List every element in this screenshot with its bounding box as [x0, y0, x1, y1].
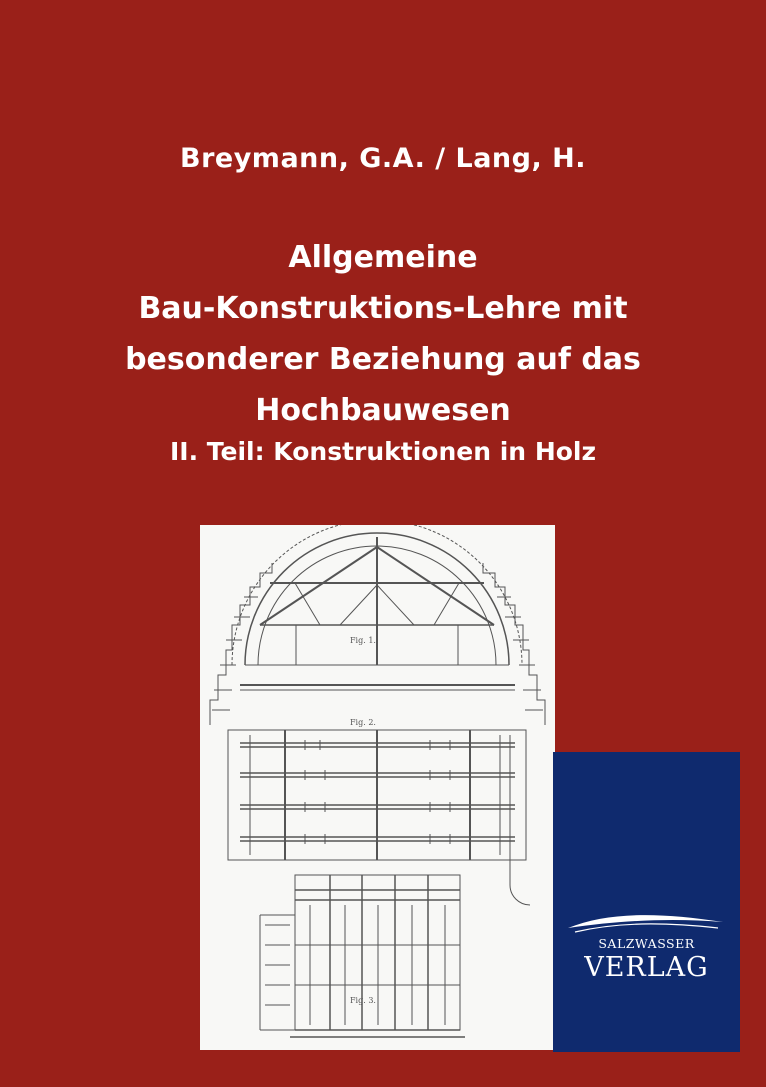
figure-label: Fig. 1.	[350, 636, 376, 645]
wave-icon	[563, 910, 730, 934]
engraving-plate	[200, 525, 555, 1050]
book-title	[0, 232, 766, 436]
title-line: besonderer Beziehung auf das	[125, 342, 641, 377]
publisher-label: VERLAG	[584, 952, 709, 983]
publisher-logo	[553, 752, 740, 1052]
publisher-name: SALZWASSER	[598, 936, 695, 951]
book-subtitle: II. Teil: Konstruktionen in Holz	[169, 437, 597, 466]
title-line: Hochbauwesen	[255, 393, 511, 428]
title-line: Allgemeine	[288, 240, 478, 275]
title-line: Bau-Konstruktions-Lehre mit	[138, 291, 628, 326]
author-line: Breymann, G.A. / Lang, H.	[180, 143, 586, 174]
figure-label: Fig. 3.	[350, 996, 376, 1005]
timber-construction-drawing	[200, 525, 555, 1050]
figure-label: Fig. 2.	[350, 718, 376, 727]
